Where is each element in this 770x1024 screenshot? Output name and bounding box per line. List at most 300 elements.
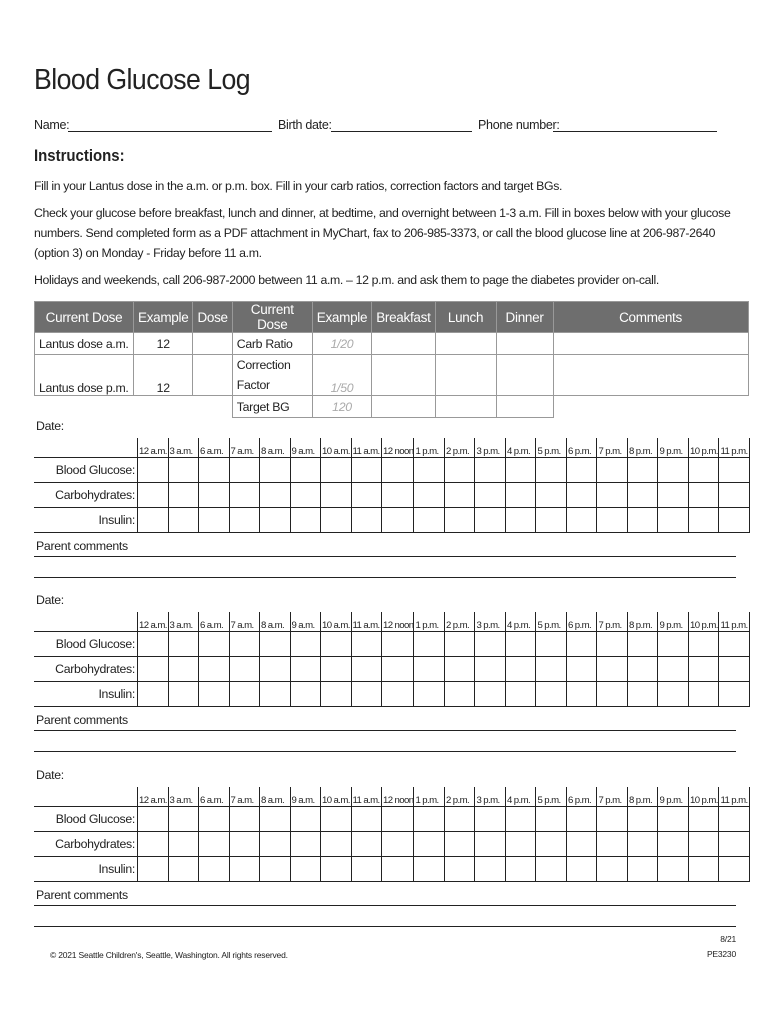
log-cell[interactable] [229, 458, 260, 483]
log-cell[interactable] [290, 657, 321, 682]
time-header: 1 p.m. [414, 438, 445, 458]
log-cell[interactable] [536, 483, 567, 508]
log-cell[interactable] [321, 682, 352, 707]
row-label: Blood Glucose: [34, 458, 138, 483]
log-cell[interactable] [627, 682, 658, 707]
log-cell[interactable] [382, 508, 414, 533]
log-cell[interactable] [290, 483, 321, 508]
log-cell[interactable] [351, 483, 382, 508]
birth-date-field[interactable] [331, 131, 472, 132]
log-cell[interactable] [260, 483, 291, 508]
carb-dinner-cell[interactable] [496, 333, 553, 355]
time-header: 5 p.m. [536, 612, 567, 632]
log-cell[interactable] [351, 632, 382, 657]
log-cell[interactable] [414, 458, 445, 483]
log-cell[interactable] [382, 483, 414, 508]
dose-table [34, 301, 749, 418]
log-cell[interactable] [260, 632, 291, 657]
log-cell[interactable] [505, 508, 536, 533]
log-cell[interactable] [475, 458, 506, 483]
log-cell[interactable] [229, 832, 260, 857]
log-cell[interactable] [505, 657, 536, 682]
form-code: PE3230 [706, 949, 736, 959]
row-label: Insulin: [34, 508, 138, 533]
time-header: 12 noon [382, 438, 414, 458]
log-cell[interactable] [536, 458, 567, 483]
log-cell[interactable] [536, 832, 567, 857]
log-cell[interactable] [597, 458, 628, 483]
time-header: 4 p.m. [505, 438, 536, 458]
log-cell[interactable] [138, 832, 169, 857]
log-cell[interactable] [597, 857, 628, 882]
target-breakfast-cell[interactable] [372, 396, 435, 418]
log-cell[interactable] [444, 682, 475, 707]
log-cell[interactable] [658, 657, 689, 682]
log-row [34, 508, 749, 533]
col-breakfast: Breakfast [372, 302, 435, 333]
log-cell[interactable] [290, 682, 321, 707]
carb-comments-cell[interactable] [553, 333, 748, 355]
log-cell[interactable] [566, 807, 597, 832]
name-label: Name: [34, 118, 70, 132]
log-cell[interactable] [505, 832, 536, 857]
correction-label-1: Correction [236, 358, 291, 372]
time-header: 12 noon [382, 787, 414, 807]
glucose-log-grid [34, 612, 750, 707]
row-label: Insulin: [34, 682, 138, 707]
log-cell[interactable] [688, 682, 719, 707]
log-cell[interactable] [382, 832, 414, 857]
log-cell[interactable] [475, 682, 506, 707]
log-cell[interactable] [536, 857, 567, 882]
log-cell[interactable] [688, 508, 719, 533]
log-cell[interactable] [229, 807, 260, 832]
time-header: 11 p.m. [719, 612, 750, 632]
time-header: 12 a.m. [138, 787, 169, 807]
grid-corner [34, 787, 138, 807]
date-label: Date: [36, 593, 64, 607]
log-row [34, 657, 749, 682]
log-cell[interactable] [199, 682, 230, 707]
log-cell[interactable] [597, 508, 628, 533]
lantus-pm-example: 12 [134, 355, 193, 396]
correction-label [232, 355, 312, 396]
log-cell[interactable] [414, 657, 445, 682]
log-cell[interactable] [414, 832, 445, 857]
time-header: 6 a.m. [199, 612, 230, 632]
log-cell[interactable] [321, 632, 352, 657]
log-cell[interactable] [138, 682, 169, 707]
log-cell[interactable] [382, 632, 414, 657]
lantus-pm-label: Lantus dose p.m. [35, 355, 134, 396]
log-row [34, 682, 749, 707]
time-header: 7 a.m. [229, 438, 260, 458]
blank-cell [134, 396, 193, 418]
log-cell[interactable] [475, 657, 506, 682]
log-cell[interactable] [138, 632, 169, 657]
log-cell[interactable] [321, 508, 352, 533]
log-cell[interactable] [351, 458, 382, 483]
corr-breakfast-cell[interactable] [372, 355, 435, 396]
parent-comments-label: Parent comments [36, 539, 128, 553]
log-cell[interactable] [138, 657, 169, 682]
log-cell[interactable] [658, 832, 689, 857]
log-cell[interactable] [719, 458, 750, 483]
log-cell[interactable] [505, 483, 536, 508]
lantus-am-dose[interactable] [193, 333, 232, 355]
log-cell[interactable] [351, 657, 382, 682]
corr-comments-cell[interactable] [553, 355, 748, 396]
time-header: 8 p.m. [627, 787, 658, 807]
instructions-p1: Fill in your Lantus dose in the a.m. or p.m. box. Fill in your carb ratios, correction factors and target BGs. [34, 179, 563, 193]
log-cell[interactable] [290, 458, 321, 483]
time-header: 9 a.m. [290, 438, 321, 458]
time-header: 10 p.m. [688, 438, 719, 458]
target-lunch-cell[interactable] [435, 396, 496, 418]
page-title: Blood Glucose Log [34, 64, 251, 96]
log-cell[interactable] [597, 483, 628, 508]
log-cell[interactable] [229, 657, 260, 682]
log-cell[interactable] [658, 682, 689, 707]
log-cell[interactable] [688, 632, 719, 657]
log-cell[interactable] [168, 508, 199, 533]
time-header: 3 p.m. [475, 787, 506, 807]
log-cell[interactable] [719, 832, 750, 857]
log-cell[interactable] [719, 508, 750, 533]
log-cell[interactable] [321, 458, 352, 483]
log-cell[interactable] [382, 807, 414, 832]
corr-lunch-cell[interactable] [435, 355, 496, 396]
log-cell[interactable] [475, 483, 506, 508]
log-cell[interactable] [138, 508, 169, 533]
log-cell[interactable] [321, 857, 352, 882]
log-cell[interactable] [351, 508, 382, 533]
log-cell[interactable] [168, 657, 199, 682]
lantus-am-example: 12 [134, 333, 193, 355]
time-header: 12 a.m. [138, 612, 169, 632]
log-cell[interactable] [597, 682, 628, 707]
log-row [34, 458, 749, 483]
time-header: 11 a.m. [351, 612, 382, 632]
grid-corner [34, 438, 138, 458]
log-cell[interactable] [321, 807, 352, 832]
time-header: 9 p.m. [658, 787, 689, 807]
time-header: 8 a.m. [260, 612, 291, 632]
log-row [34, 483, 749, 508]
time-header: 4 p.m. [505, 612, 536, 632]
log-cell[interactable] [627, 832, 658, 857]
log-cell[interactable] [199, 508, 230, 533]
log-cell[interactable] [627, 508, 658, 533]
name-field[interactable] [68, 131, 272, 132]
log-cell[interactable] [321, 657, 352, 682]
col-lunch: Lunch [435, 302, 496, 333]
phone-field[interactable] [553, 131, 717, 132]
log-cell[interactable] [597, 657, 628, 682]
log-cell[interactable] [321, 832, 352, 857]
log-cell[interactable] [229, 632, 260, 657]
log-row [34, 832, 749, 857]
log-row [34, 807, 749, 832]
lantus-pm-dose[interactable] [193, 355, 232, 396]
comment-line[interactable] [34, 926, 736, 927]
log-cell[interactable] [444, 807, 475, 832]
log-cell[interactable] [627, 807, 658, 832]
target-bg-label: Target BG [232, 396, 312, 418]
log-cell[interactable] [658, 632, 689, 657]
log-cell[interactable] [168, 682, 199, 707]
corr-dinner-cell[interactable] [496, 355, 553, 396]
log-cell[interactable] [199, 458, 230, 483]
log-cell[interactable] [597, 632, 628, 657]
log-cell[interactable] [688, 807, 719, 832]
log-cell[interactable] [688, 657, 719, 682]
log-cell[interactable] [505, 857, 536, 882]
time-header: 2 p.m. [444, 612, 475, 632]
log-cell[interactable] [168, 458, 199, 483]
time-header: 6 a.m. [199, 438, 230, 458]
log-cell[interactable] [260, 807, 291, 832]
log-cell[interactable] [260, 857, 291, 882]
log-cell[interactable] [536, 807, 567, 832]
time-header: 2 p.m. [444, 787, 475, 807]
log-cell[interactable] [475, 508, 506, 533]
log-cell[interactable] [229, 857, 260, 882]
log-cell[interactable] [138, 807, 169, 832]
log-cell[interactable] [658, 483, 689, 508]
log-cell[interactable] [199, 857, 230, 882]
log-cell[interactable] [719, 632, 750, 657]
log-cell[interactable] [688, 857, 719, 882]
time-header: 7 p.m. [597, 612, 628, 632]
time-header: 5 p.m. [536, 438, 567, 458]
blank-cell [35, 396, 134, 418]
comment-line[interactable] [34, 556, 736, 557]
col-current-dose: Current Dose [35, 302, 134, 333]
log-cell[interactable] [444, 832, 475, 857]
log-cell[interactable] [138, 483, 169, 508]
log-cell[interactable] [719, 483, 750, 508]
log-cell[interactable] [627, 632, 658, 657]
time-header: 11 a.m. [351, 438, 382, 458]
log-cell[interactable] [414, 682, 445, 707]
log-cell[interactable] [168, 807, 199, 832]
carb-ratio-example: 1/20 [312, 333, 371, 355]
log-cell[interactable] [290, 857, 321, 882]
time-header: 2 p.m. [444, 438, 475, 458]
log-cell[interactable] [566, 657, 597, 682]
time-header: 3 a.m. [168, 787, 199, 807]
time-header: 3 a.m. [168, 612, 199, 632]
log-cell[interactable] [414, 807, 445, 832]
log-cell[interactable] [229, 682, 260, 707]
time-header: 6 p.m. [566, 787, 597, 807]
log-cell[interactable] [536, 657, 567, 682]
log-cell[interactable] [688, 483, 719, 508]
log-cell[interactable] [658, 857, 689, 882]
comment-line[interactable] [34, 577, 736, 578]
log-cell[interactable] [627, 857, 658, 882]
log-cell[interactable] [719, 807, 750, 832]
log-cell[interactable] [444, 657, 475, 682]
time-header: 12 a.m. [138, 438, 169, 458]
log-cell[interactable] [351, 682, 382, 707]
log-cell[interactable] [138, 857, 169, 882]
log-cell[interactable] [382, 857, 414, 882]
log-cell[interactable] [444, 632, 475, 657]
target-bg-example: 120 [312, 396, 371, 418]
row-label: Insulin: [34, 857, 138, 882]
log-cell[interactable] [321, 483, 352, 508]
time-header: 6 p.m. [566, 612, 597, 632]
row-label: Blood Glucose: [34, 632, 138, 657]
col-dose: Dose [193, 302, 232, 333]
log-cell[interactable] [566, 832, 597, 857]
log-cell[interactable] [475, 832, 506, 857]
log-cell[interactable] [566, 857, 597, 882]
log-cell[interactable] [168, 832, 199, 857]
col-current-dose-2: Current Dose [232, 302, 312, 333]
log-cell[interactable] [260, 458, 291, 483]
log-cell[interactable] [505, 682, 536, 707]
carb-lunch-cell[interactable] [435, 333, 496, 355]
target-dinner-cell[interactable] [496, 396, 553, 418]
parent-comments-label: Parent comments [36, 888, 128, 902]
log-cell[interactable] [566, 508, 597, 533]
time-header: 6 p.m. [566, 438, 597, 458]
comment-line[interactable] [34, 905, 736, 906]
log-cell[interactable] [566, 632, 597, 657]
log-cell[interactable] [475, 807, 506, 832]
log-cell[interactable] [536, 508, 567, 533]
carb-ratio-label: Carb Ratio [232, 333, 312, 355]
log-cell[interactable] [597, 832, 628, 857]
log-cell[interactable] [505, 632, 536, 657]
comment-line[interactable] [34, 751, 736, 752]
log-cell[interactable] [566, 458, 597, 483]
time-header: 8 p.m. [627, 612, 658, 632]
log-cell[interactable] [199, 657, 230, 682]
log-cell[interactable] [597, 807, 628, 832]
log-cell[interactable] [658, 508, 689, 533]
log-cell[interactable] [199, 832, 230, 857]
log-cell[interactable] [566, 483, 597, 508]
log-cell[interactable] [382, 657, 414, 682]
log-cell[interactable] [688, 832, 719, 857]
log-cell[interactable] [719, 657, 750, 682]
time-header: 10 p.m. [688, 787, 719, 807]
log-cell[interactable] [260, 682, 291, 707]
log-cell[interactable] [719, 857, 750, 882]
log-cell[interactable] [475, 632, 506, 657]
log-cell[interactable] [536, 632, 567, 657]
time-header: 8 a.m. [260, 787, 291, 807]
log-cell[interactable] [290, 807, 321, 832]
log-cell[interactable] [229, 483, 260, 508]
log-cell[interactable] [138, 458, 169, 483]
log-cell[interactable] [382, 682, 414, 707]
time-header: 1 p.m. [414, 612, 445, 632]
log-cell[interactable] [658, 458, 689, 483]
log-cell[interactable] [444, 458, 475, 483]
time-header: 8 p.m. [627, 438, 658, 458]
time-header: 11 p.m. [719, 438, 750, 458]
log-cell[interactable] [290, 508, 321, 533]
log-cell[interactable] [627, 458, 658, 483]
log-cell[interactable] [260, 508, 291, 533]
log-cell[interactable] [382, 458, 414, 483]
time-header: 7 p.m. [597, 787, 628, 807]
date-label: Date: [36, 768, 64, 782]
log-row [34, 857, 749, 882]
row-label: Carbohydrates: [34, 657, 138, 682]
date-label: Date: [36, 419, 64, 433]
log-cell[interactable] [627, 657, 658, 682]
time-header: 10 p.m. [688, 612, 719, 632]
log-cell[interactable] [414, 632, 445, 657]
log-cell[interactable] [260, 657, 291, 682]
col-dinner: Dinner [496, 302, 553, 333]
parent-comments-label: Parent comments [36, 713, 128, 727]
time-header: 9 a.m. [290, 612, 321, 632]
log-cell[interactable] [414, 508, 445, 533]
log-cell[interactable] [229, 508, 260, 533]
carb-breakfast-cell[interactable] [372, 333, 435, 355]
log-cell[interactable] [290, 632, 321, 657]
time-header: 12 noon [382, 612, 414, 632]
log-cell[interactable] [536, 682, 567, 707]
time-header: 10 a.m. [321, 787, 352, 807]
log-cell[interactable] [444, 483, 475, 508]
log-cell[interactable] [199, 807, 230, 832]
log-cell[interactable] [688, 458, 719, 483]
time-header: 4 p.m. [505, 787, 536, 807]
log-cell[interactable] [475, 857, 506, 882]
blank-cell [193, 396, 232, 418]
log-cell[interactable] [168, 632, 199, 657]
log-cell[interactable] [168, 857, 199, 882]
log-cell[interactable] [658, 807, 689, 832]
log-cell[interactable] [199, 483, 230, 508]
log-cell[interactable] [290, 832, 321, 857]
comment-line[interactable] [34, 730, 736, 731]
row-label: Blood Glucose: [34, 807, 138, 832]
log-cell[interactable] [444, 857, 475, 882]
log-cell[interactable] [351, 807, 382, 832]
row-label: Carbohydrates: [34, 832, 138, 857]
log-cell[interactable] [414, 857, 445, 882]
log-cell[interactable] [566, 682, 597, 707]
time-header: 9 p.m. [658, 438, 689, 458]
time-header: 7 a.m. [229, 787, 260, 807]
log-cell[interactable] [351, 832, 382, 857]
instructions-p3: Holidays and weekends, call 206-987-2000 between 11 a.m. – 12 p.m. and ask them to page the diabetes provider on-call. [34, 273, 659, 287]
log-cell[interactable] [260, 832, 291, 857]
time-header: 11 p.m. [719, 787, 750, 807]
log-cell[interactable] [627, 483, 658, 508]
log-cell[interactable] [351, 857, 382, 882]
col-example-2: Example [312, 302, 371, 333]
log-cell[interactable] [719, 682, 750, 707]
log-cell[interactable] [505, 807, 536, 832]
grid-corner [34, 612, 138, 632]
log-cell[interactable] [414, 483, 445, 508]
log-cell[interactable] [444, 508, 475, 533]
log-cell[interactable] [199, 632, 230, 657]
log-cell[interactable] [168, 483, 199, 508]
log-cell[interactable] [505, 458, 536, 483]
time-header: 11 a.m. [351, 787, 382, 807]
